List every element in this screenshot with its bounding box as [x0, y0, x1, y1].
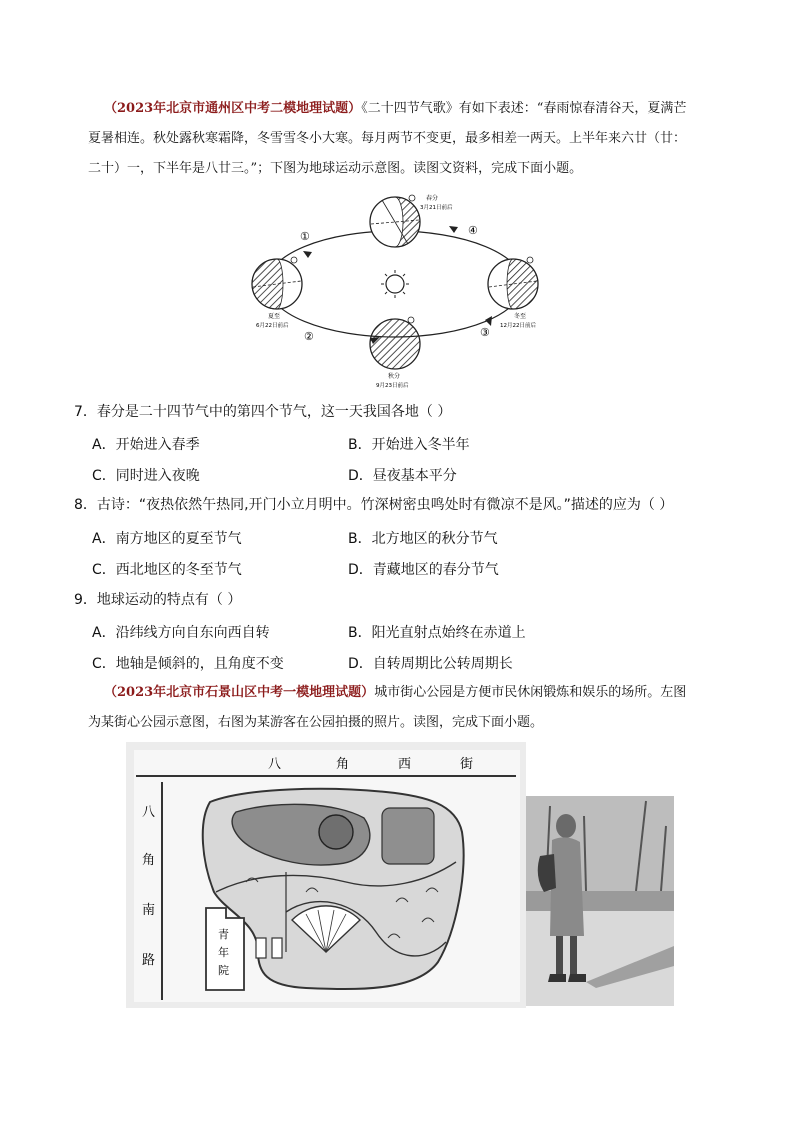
autumn-date: 9月23日前后 — [376, 383, 409, 389]
question-7-option-b: B．开始进入冬半年 — [348, 437, 470, 453]
sun-icon — [381, 270, 409, 298]
autumn-label: 秋分 — [388, 373, 401, 380]
question-9-option-a: A．沿纬线方向自东向西自转 — [92, 625, 270, 641]
question-7-option-a: A．开始进入春季 — [92, 437, 200, 453]
question-7-stem: 7．春分是二十四节气中的第四个节气，这一天我国各地（ ） — [74, 404, 452, 420]
pavilion-area — [382, 808, 434, 864]
intro-paragraph-1 — [88, 94, 728, 184]
source-tag: （2023年北京市通州区中考二模地理试题） — [104, 101, 362, 116]
street-top-char: 八 — [268, 757, 282, 772]
arrow-label-2: ② — [304, 330, 314, 343]
intro-line: 《二十四节气歌》有如下表述：“春雨惊春清谷天，夏满芒 — [361, 101, 687, 116]
earth-autumn-equinox — [370, 317, 420, 369]
building-char: 青 — [218, 928, 229, 941]
park-map-figure — [126, 742, 526, 1008]
summer-label: 夏至 — [268, 313, 281, 320]
island — [319, 815, 353, 849]
earth-winter-solstice — [488, 257, 538, 309]
winter-date: 12月22日前后 — [500, 323, 536, 329]
question-8-stem: 8．古诗：“夜热依然午热同,开门小立月明中。竹深树密虫鸣处时有微凉不是风。”描述的应为（ ） — [74, 497, 674, 513]
question-9-option-c: C．地轴是倾斜的，且角度不变 — [92, 656, 284, 672]
tourist-photo — [526, 796, 674, 1006]
street-left-char: 南 — [142, 903, 156, 918]
earth-summer-solstice — [252, 257, 302, 309]
question-9-option-b: B．阳光直射点始终在赤道上 — [348, 625, 526, 641]
intro-paragraph-2 — [88, 678, 728, 738]
intro-line: 为某街心公园示意图，右图为某游客在公园拍摄的照片。读图，完成下面小题。 — [88, 715, 544, 730]
arrow-head-icon — [449, 226, 458, 233]
question-8-option-c: C．西北地区的冬至节气 — [92, 562, 242, 578]
intro-line: 二十）一，下半年是八廿三。”；下图为地球运动示意图。读图文资料，完成下面小题。 — [88, 161, 583, 176]
arrow-label-4: ④ — [468, 224, 478, 237]
question-8-option-b: B．北方地区的秋分节气 — [348, 531, 498, 547]
earth-orbit-diagram — [240, 188, 560, 393]
arrow-head-icon — [485, 316, 492, 326]
spring-date: 3月21日前后 — [420, 205, 453, 211]
question-8-option-d: D．青藏地区的春分节气 — [348, 562, 499, 578]
building-char: 院 — [218, 964, 229, 977]
source-tag: （2023年北京市石景山区中考一模地理试题） — [104, 685, 375, 700]
intro-line: 城市街心公园是方便市民休闲锻炼和娱乐的场所。左图 — [374, 685, 687, 700]
question-9-stem: 9．地球运动的特点有（ ） — [74, 592, 242, 608]
question-7-option-c: C．同时进入夜晚 — [92, 468, 200, 484]
arrow-label-3: ③ — [480, 326, 490, 339]
earth-spring-equinox — [370, 195, 420, 247]
summer-date: 6月22日前后 — [256, 323, 289, 329]
intro-line: 夏暑相连。秋处露秋寒霜降，冬雪雪冬小大寒。每月两节不变更，最多相差一两天。上半年来六廿（廿： — [88, 131, 687, 146]
spring-label: 春分 — [426, 195, 439, 202]
street-top-char: 街 — [460, 757, 474, 772]
street-left-char: 八 — [142, 805, 156, 820]
question-8-option-a: A．南方地区的夏至节气 — [92, 531, 242, 547]
street-top-char: 西 — [398, 757, 412, 772]
arrow-label-1: ① — [300, 230, 310, 243]
street-left-char: 路 — [142, 953, 156, 968]
small-building — [256, 938, 266, 958]
arrow-head-icon — [303, 251, 312, 258]
street-top-char: 角 — [336, 757, 350, 772]
small-building — [272, 938, 282, 958]
winter-label: 冬至 — [514, 313, 527, 320]
question-7-option-d: D．昼夜基本平分 — [348, 468, 457, 484]
street-left-char: 角 — [142, 853, 156, 868]
question-9-option-d: D．自转周期比公转周期长 — [348, 656, 513, 672]
building-char: 年 — [218, 946, 229, 959]
